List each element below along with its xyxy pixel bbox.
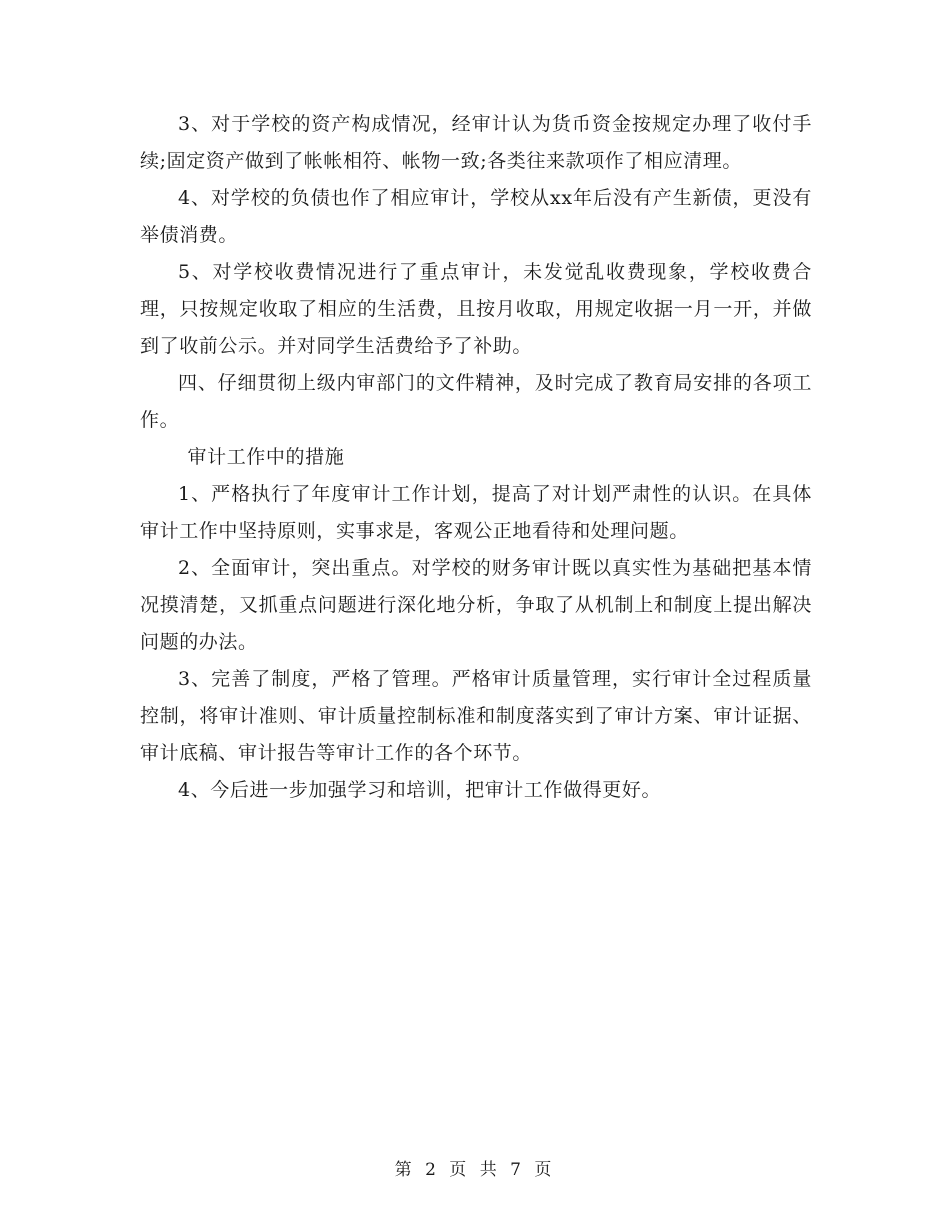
paragraph-measure-4: 4、今后进一步加强学习和培训，把审计工作做得更好。 bbox=[178, 779, 662, 801]
page-number-footer: 第 2 页 共 7 页 bbox=[394, 1160, 556, 1180]
paragraph-fees: 5、对学校收费情况进行了重点审计，未发觉乱收费现象，学校收费合理，只按规定收取了相应的生活费，且按月收取，用规定收据一月一开，并做到了收前公示。并对同学生活费给予了补助。 bbox=[140, 261, 812, 357]
paragraph-measure-3: 3、完善了制度，严格了管理。严格审计质量管理，实行审计全过程质量控制，将审计准则、审计质量控制标准和制度落实到了审计方案、审计证据、审计底稿、审计报告等审计工作的各个环节。 bbox=[140, 668, 812, 764]
paragraph-debts: 4、对学校的负债也作了相应审计，学校从xx年后没有产生新债，更没有举债消费。 bbox=[140, 187, 812, 246]
paragraph-section-four: 四、仔细贯彻上级内审部门的文件精神，及时完成了教育局安排的各项工作。 bbox=[140, 372, 812, 431]
section-heading-measures: 审计工作中的措施 bbox=[187, 446, 345, 468]
document-body bbox=[140, 106, 812, 809]
paragraph-measure-1: 1、严格执行了年度审计工作计划，提高了对计划严肃性的认识。在具体审计工作中坚持原则，实事求是，客观公正地看待和处理问题。 bbox=[140, 483, 812, 542]
paragraph-assets: 3、对于学校的资产构成情况，经审计认为货币资金按规定办理了收付手续;固定资产做到了帐帐相符、帐物一致;各类往来款项作了相应清理。 bbox=[140, 113, 812, 172]
paragraph-measure-2: 2、全面审计，突出重点。对学校的财务审计既以真实性为基础把基本情况摸清楚，又抓重点问题进行深化地分析，争取了从机制上和制度上提出解决问题的办法。 bbox=[140, 557, 812, 653]
